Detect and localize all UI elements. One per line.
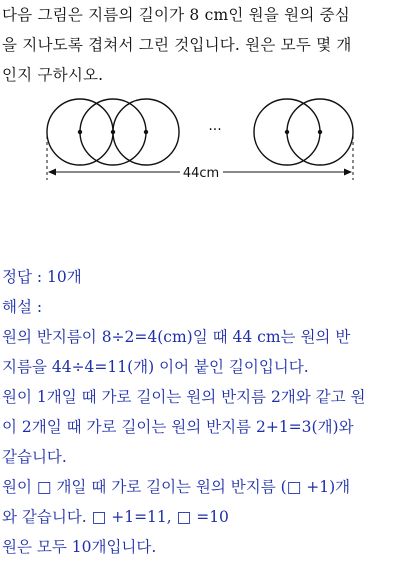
center-dot <box>144 130 148 134</box>
center-dot <box>111 130 115 134</box>
explanation-line: 원은 모두 10개입니다. <box>2 538 157 556</box>
explanation-line: 지름을 44÷4=11(개) 이어 붙인 길이입니다. <box>2 358 309 376</box>
center-dot <box>318 130 322 134</box>
right-arrowhead <box>344 169 352 176</box>
explanation-title: 해설 : <box>2 298 43 316</box>
explanation-line: 이 2개일 때 가로 길이는 원의 반지름 2+1=3(개)와 <box>2 418 354 436</box>
explanation-line: 원이 □ 개일 때 가로 길이는 원의 반지름 (□ +1)개 <box>2 478 351 496</box>
length-label: 44cm <box>182 166 220 181</box>
explanation-line: 와 같습니다. □ +1=11, □ =10 <box>2 508 229 526</box>
question-line: 을 지나도록 겹쳐서 그린 것입니다. 원은 모두 몇 개 <box>2 36 352 54</box>
question-line: 다음 그림은 지름의 길이가 8 cm인 원을 원의 중심 <box>2 6 350 24</box>
answer-line: 정답 : 10개 <box>2 268 82 286</box>
explanation-line: 원의 반지름이 8÷2=4(cm)일 때 44 cm는 원의 반 <box>2 328 351 346</box>
center-dot <box>285 130 289 134</box>
overlapping-circles-figure <box>0 96 400 188</box>
explanation-line: 원이 1개일 때 가로 길이는 원의 반지름 2개와 같고 원 <box>2 388 366 406</box>
question-line: 인지 구하시오. <box>2 66 104 84</box>
left-arrowhead <box>48 169 56 176</box>
answer-explanation <box>2 262 398 562</box>
center-dot <box>78 130 82 134</box>
explanation-line: 같습니다. <box>2 448 67 466</box>
ellipsis: ··· <box>208 122 222 138</box>
question-text <box>2 0 398 90</box>
